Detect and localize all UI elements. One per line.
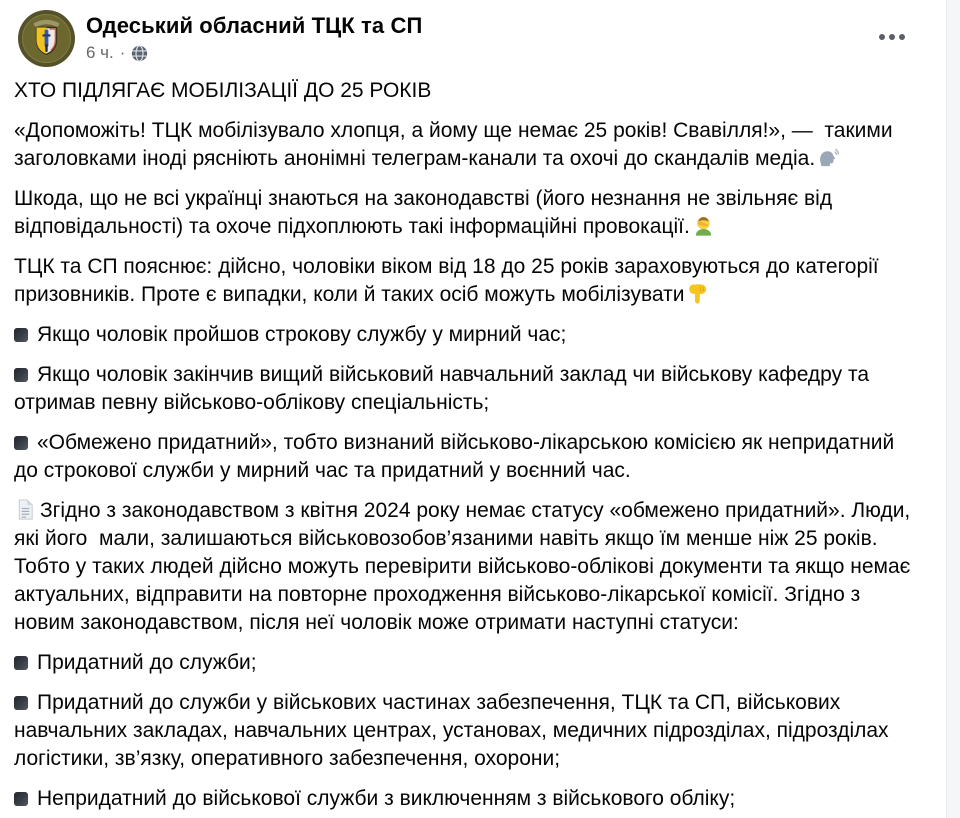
page-document-emoji (14, 498, 37, 521)
meta-separator: · (119, 43, 126, 63)
post-paragraph: Шкода, що не всі українці знаються на законодавстві (його незнання не звільняє від відповідальності) та охоче підхоплюють такі інформаційні провокації. (14, 187, 838, 238)
black-square-bullet-icon (14, 436, 28, 450)
page-name-link[interactable]: Одеський обласний ТЦК та СП (86, 13, 423, 38)
globe-icon (131, 45, 148, 62)
post-meta (86, 43, 873, 63)
post-paragraph: Згідно з законодавством з квітня 2024 року немає статусу «обмежено придатний». Люди, які його мали, залишаються військовозобов’язаними навіть якщо їм менше ніж 25 років. Тобто у таких людей дійсно можуть перевірити військово-облікові документи та якщо немає актуальних, відправити на повторне проходження військово-лікарської комісії. Згідно з новим законодавством, після неї чоловік може отримати наступні статуси: (14, 499, 917, 634)
post-bullet-item: Придатний до служби у військових частинах забезпечення, ТЦК та СП, військових навчальних закладах, навчальних центрах, установах, медичних підрозділах, підрозділах логістики, зв’язку, оперативного забезпечення, охорони; (14, 691, 895, 770)
page-avatar[interactable] (18, 10, 75, 67)
post-bullet-item: Придатний до служби; (14, 649, 921, 677)
post-title: ХТО ПІДЛЯГАЄ МОБІЛІЗАЦІЇ ДО 25 РОКІВ (14, 79, 432, 102)
black-square-bullet-icon (14, 328, 28, 342)
post-bullet-item: Якщо чоловік закінчив вищий військовий навчальний заклад чи військову кафедру та отримав певну військово-облікову спеціальність; (14, 363, 875, 414)
post-paragraph: «Допоможіть! ТЦК мобілізувало хлопця, а йому ще немає 25 років! Свавілля!», — такими заголовками іноді рясніють анонімні телеграм-канали та охочі до скандалів медіа. (14, 119, 899, 170)
timestamp[interactable]: 6 ч. (86, 43, 114, 63)
black-square-bullet-icon (14, 368, 28, 382)
post-options-button[interactable] (873, 24, 911, 50)
ellipsis-icon (879, 34, 885, 40)
black-square-bullet-icon (14, 792, 28, 806)
post-bullet-item: Непридатний до військової служби з виключенням з військового обліку; (14, 785, 921, 813)
post-paragraph: ТЦК та СП пояснює: дійсно, чоловіки віком від 18 до 25 років зараховуються до категорії призовників. Проте є випадки, коли й таких осіб можуть мобілізувати (14, 255, 885, 306)
post-bullet-item: «Обмежено придатний», тобто визнаний військово-лікарською комісією як непридатний до строкової служби у мирний час та придатний у воєнний час. (14, 431, 901, 482)
post-bullet-item: Якщо чоловік пройшов строкову службу у мирний час; (14, 321, 921, 349)
man-facepalming-emoji (692, 214, 715, 237)
page-avatar-emblem (18, 10, 75, 67)
post-header-text (86, 10, 873, 63)
black-square-bullet-icon (14, 656, 28, 670)
page-background-strip (946, 0, 960, 818)
post-content (0, 69, 947, 813)
post-header (0, 0, 947, 69)
speaking-head-emoji (817, 146, 840, 169)
pointing-down-emoji (686, 282, 709, 305)
black-square-bullet-icon (14, 696, 28, 710)
